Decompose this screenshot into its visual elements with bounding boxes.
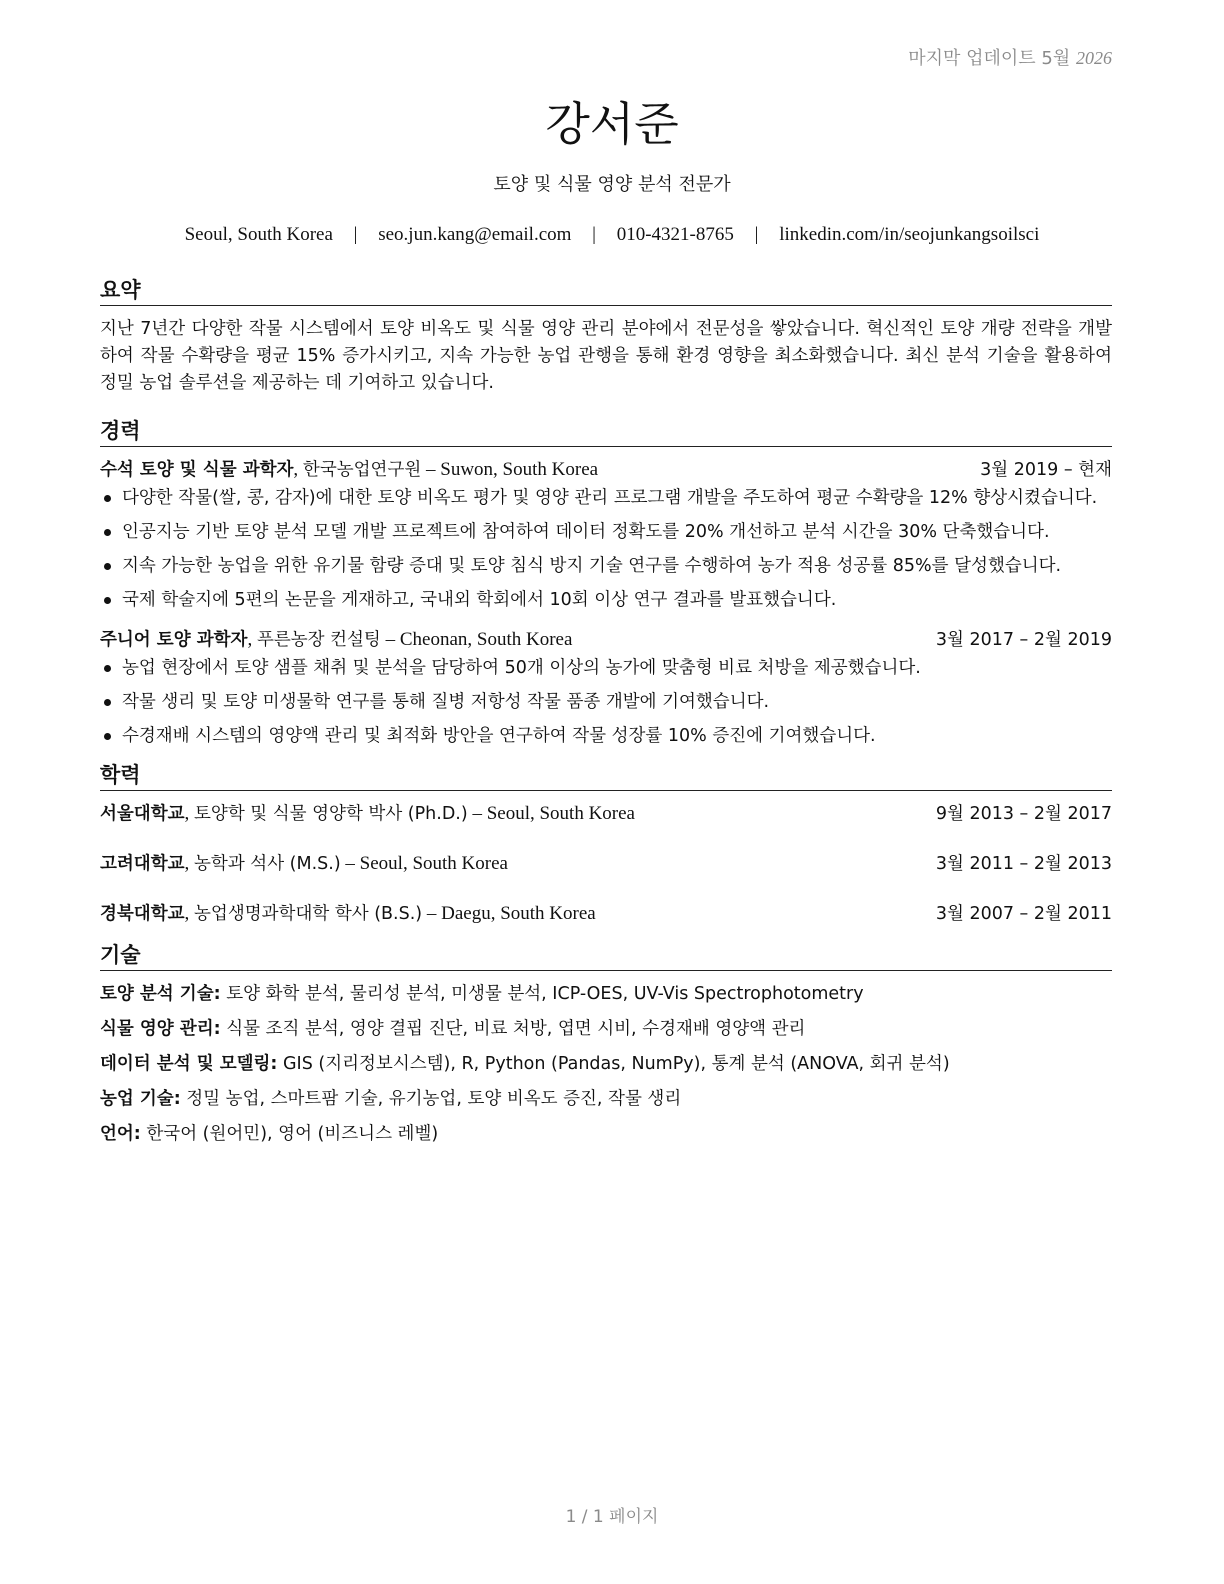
education-dates: 9월 2013 – 2월 2017 (935, 804, 1112, 824)
last-updated-label: 마지막 업데이트 (908, 48, 1036, 69)
skill-row (100, 1086, 1112, 1112)
section-title-skills: 기술 (100, 939, 1112, 971)
contact-line (0, 224, 1224, 246)
skill-label: 식물 영양 관리: (100, 1019, 221, 1039)
page-number: 1 / 1 페이지 (565, 1507, 659, 1527)
job-bullet: 국제 학술지에 5편의 논문을 게재하고, 국내외 학회에서 10회 이상 연구 결과를 발표했습니다. (100, 587, 1112, 613)
contact-separator: | (754, 224, 759, 245)
skill-value: 토양 화학 분석, 물리성 분석, 미생물 분석, ICP-OES, UV-Vis Spectrophotometry (226, 984, 864, 1004)
last-updated-year: 2026 (1076, 48, 1112, 68)
education-school: 경북대학교 (100, 904, 185, 924)
job-org: 한국농업연구원 (302, 460, 422, 480)
candidate-name: 강서준 (545, 97, 679, 151)
candidate-headline: 토양 및 식물 영양 분석 전문가 (493, 174, 731, 195)
contact-phone[interactable]: 010-4321-8765 (616, 224, 734, 245)
education-dates: 3월 2011 – 2월 2013 (935, 854, 1112, 874)
skill-value: GIS (지리정보시스템), R, Python (Pandas, NumPy), 통계 분석 (ANOVA, 회귀 분석) (283, 1054, 950, 1074)
skill-value: 한국어 (원어민), 영어 (비즈니스 레벨) (146, 1124, 439, 1144)
job-org: 푸른농장 컨설팅 (256, 630, 381, 650)
resume-body (100, 274, 1112, 1156)
education-degree: 토양학 및 식물 영양학 박사 (Ph.D.) (194, 804, 468, 824)
contact-email[interactable]: seo.jun.kang@email.com (378, 224, 572, 245)
skill-row (100, 1051, 1112, 1077)
job-header: 수석 토양 및 식물 과학자, 한국농업연구원 – Suwon, South Korea 3월 2019 – 현재 (100, 457, 1112, 483)
job-role: 수석 토양 및 식물 과학자 (100, 460, 294, 480)
contact-separator: | (353, 224, 358, 245)
job-dates: 3월 2017 – 2월 2019 (935, 630, 1112, 650)
skill-value: 식물 조직 분석, 영양 결핍 진단, 비료 처방, 엽면 시비, 수경재배 영양액 관리 (226, 1019, 806, 1039)
skill-row (100, 1016, 1112, 1042)
job-bullet: 지속 가능한 농업을 위한 유기물 함량 증대 및 토양 침식 방지 기술 연구를 수행하여 농가 적용 성공률 85%를 달성했습니다. (100, 553, 1112, 579)
job-bullet: 수경재배 시스템의 영양액 관리 및 최적화 방안을 연구하여 작물 성장률 10% 증진에 기여했습니다. (100, 723, 1112, 749)
job-bullets (100, 655, 1112, 749)
education-school: 서울대학교 (100, 804, 185, 824)
section-title-experience: 경력 (100, 415, 1112, 447)
summary-text: 지난 7년간 다양한 작물 시스템에서 토양 비옥도 및 식물 영양 관리 분야에서 전문성을 쌓았습니다. 혁신적인 토양 개량 전략을 개발하여 작물 수확량을 평균 15% 증가시키고, 지속 가능한 농업 관행을 통해 환경 영향을 최소화했습니다. 최신 분석 기술을 활용하여 정밀 농업 솔루션을 제공하는 데 기여하고 있습니다. (100, 319, 1112, 393)
education-dates: 3월 2007 – 2월 2011 (935, 904, 1112, 924)
job-header: 주니어 토양 과학자, 푸른농장 컨설팅 – Cheonan, South Korea 3월 2017 – 2월 2019 (100, 627, 1112, 653)
last-updated (908, 44, 1112, 70)
contact-location: Seoul, South Korea (184, 224, 333, 245)
education-degree: 농학과 석사 (M.S.) (194, 854, 341, 874)
job-location: Cheonan, South Korea (399, 629, 573, 650)
job-role: 주니어 토양 과학자 (100, 630, 248, 650)
education-school: 고려대학교 (100, 854, 185, 874)
job-location: Suwon, South Korea (440, 459, 599, 480)
job-dates: 3월 2019 – 현재 (980, 460, 1112, 480)
contact-separator: | (592, 224, 596, 245)
education-location: Seoul, South Korea (359, 853, 508, 874)
job-entry (100, 457, 1112, 613)
education-entry: 고려대학교, 농학과 석사 (M.S.) – Seoul, South Korea 3월 2011 – 2월 2013 (100, 851, 1112, 877)
education-degree: 농업생명과학대학 학사 (B.S.) (194, 904, 423, 924)
job-bullet: 다양한 작물(쌀, 콩, 감자)에 대한 토양 비옥도 평가 및 영양 관리 프로그램 개발을 주도하여 평균 수확량을 12% 향상시켰습니다. (100, 485, 1112, 511)
job-bullet: 농업 현장에서 토양 샘플 채취 및 분석을 담당하여 50개 이상의 농가에 맞춤형 비료 처방을 제공했습니다. (100, 655, 1112, 681)
education-location: Daegu, South Korea (441, 903, 596, 924)
education-location: Seoul, South Korea (486, 803, 635, 824)
skill-row (100, 1121, 1112, 1147)
job-bullets (100, 485, 1112, 613)
job-bullet: 작물 생리 및 토양 미생물학 연구를 통해 질병 저항성 작물 품종 개발에 기여했습니다. (100, 689, 1112, 715)
last-updated-month: 5월 (1041, 48, 1071, 69)
skill-label: 언어: (100, 1124, 141, 1144)
contact-linkedin[interactable]: linkedin.com/in/seojunkangsoilsci (779, 224, 1040, 245)
skill-label: 농업 기술: (100, 1089, 181, 1109)
job-entry (100, 627, 1112, 749)
education-entry: 서울대학교, 토양학 및 식물 영양학 박사 (Ph.D.) – Seoul, South Korea 9월 2013 – 2월 2017 (100, 801, 1112, 827)
skill-label: 토양 분석 기술: (100, 984, 221, 1004)
skill-row (100, 981, 1112, 1007)
skill-label: 데이터 분석 및 모델링: (100, 1054, 278, 1074)
skill-value: 정밀 농업, 스마트팜 기술, 유기농업, 토양 비옥도 증진, 작물 생리 (186, 1089, 682, 1109)
section-title-summary: 요약 (100, 274, 1112, 306)
education-entry: 경북대학교, 농업생명과학대학 학사 (B.S.) – Daegu, South Korea 3월 2007 – 2월 2011 (100, 901, 1112, 927)
job-bullet: 인공지능 기반 토양 분석 모델 개발 프로젝트에 참여하여 데이터 정확도를 20% 개선하고 분석 시간을 30% 단축했습니다. (100, 519, 1112, 545)
section-title-education: 학력 (100, 759, 1112, 791)
